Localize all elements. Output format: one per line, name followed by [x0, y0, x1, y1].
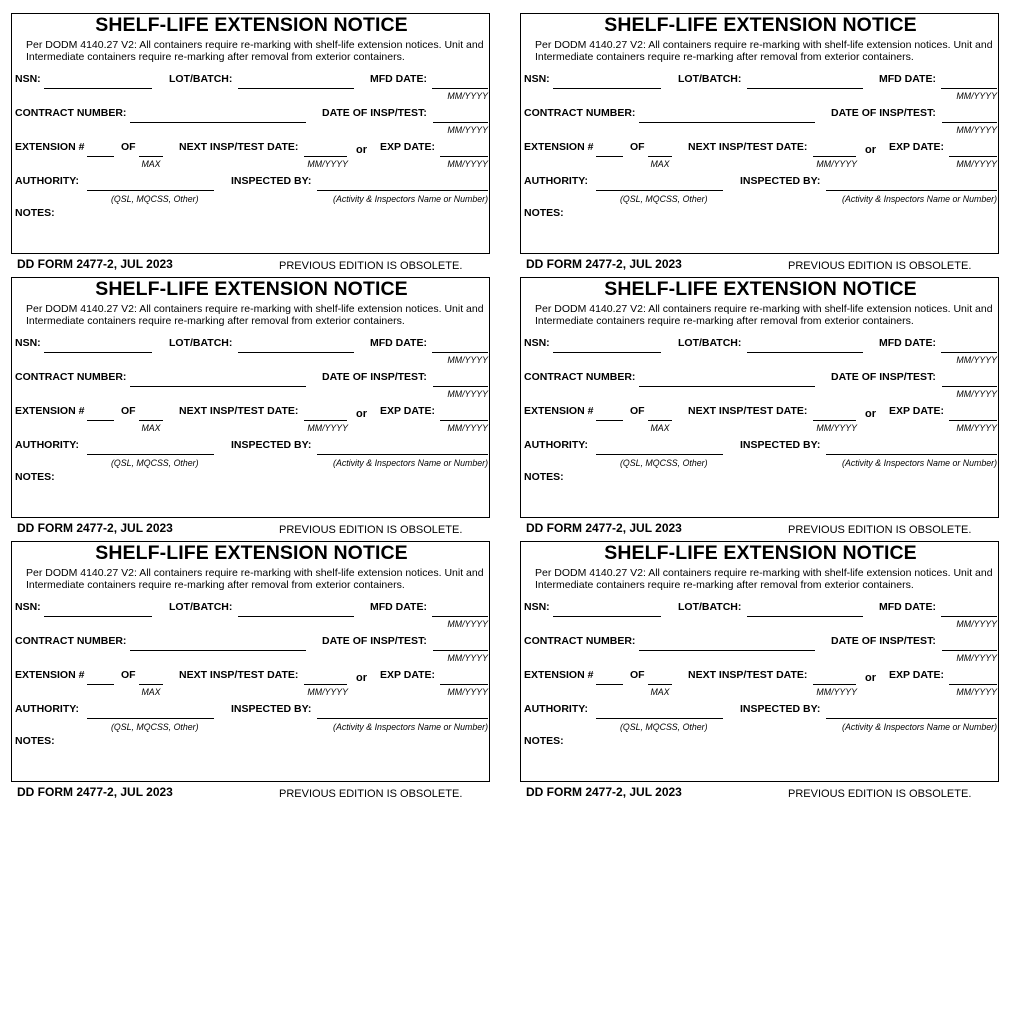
of-label: OF: [121, 405, 136, 417]
inspected-by-hint: (Activity & Inspectors Name or Number): [842, 458, 997, 468]
insp-date-label: DATE OF INSP/TEST:: [322, 635, 427, 647]
form-number: DD FORM 2477-2, JUL 2023: [526, 521, 682, 535]
mfd-date-format-hint: MM/YYYY: [956, 619, 997, 629]
form-number: DD FORM 2477-2, JUL 2023: [526, 257, 682, 271]
mfd-date-format-hint: MM/YYYY: [956, 91, 997, 101]
nsn-field[interactable]: [44, 88, 152, 89]
extension-max-field[interactable]: [648, 156, 672, 157]
inspected-by-field[interactable]: [317, 454, 488, 455]
mfd-date-field[interactable]: [432, 352, 488, 353]
authority-label: AUTHORITY:: [524, 439, 588, 451]
authority-field[interactable]: [596, 454, 723, 455]
insp-date-format-hint: MM/YYYY: [447, 653, 488, 663]
extension-max-field[interactable]: [139, 684, 163, 685]
exp-date-field[interactable]: [440, 420, 488, 421]
authority-label: AUTHORITY:: [15, 175, 79, 187]
exp-date-field[interactable]: [949, 684, 997, 685]
form-number: DD FORM 2477-2, JUL 2023: [17, 521, 173, 535]
mfd-date-field[interactable]: [941, 616, 997, 617]
contract-number-field[interactable]: [639, 122, 815, 123]
exp-date-format-hint: MM/YYYY: [447, 159, 488, 169]
notice-border: [11, 277, 490, 518]
extension-number-label: EXTENSION #: [524, 141, 594, 153]
extension-number-label: EXTENSION #: [15, 669, 85, 681]
exp-date-field[interactable]: [440, 684, 488, 685]
edition-notice: PREVIOUS EDITION IS OBSOLETE.: [279, 524, 463, 536]
nsn-label: NSN:: [15, 73, 41, 85]
lot-batch-label: LOT/BATCH:: [169, 337, 233, 349]
contract-number-field[interactable]: [130, 122, 306, 123]
notice-title: SHELF-LIFE EXTENSION NOTICE: [604, 14, 917, 36]
notes-label: NOTES:: [15, 471, 55, 483]
extension-number-field[interactable]: [87, 156, 114, 157]
max-hint: MAX: [650, 423, 670, 433]
insp-date-label: DATE OF INSP/TEST:: [831, 371, 936, 383]
notice-instructions: Per DODM 4140.27 V2: All containers require re-marking with shelf-life extension notices. Unit and Intermediate containers require re-marking after removal from exterior containers.: [535, 303, 993, 327]
next-insp-date-field[interactable]: [304, 420, 347, 421]
next-insp-date-label: NEXT INSP/TEST DATE:: [179, 669, 299, 681]
next-insp-date-label: NEXT INSP/TEST DATE:: [179, 141, 299, 153]
lot-batch-field[interactable]: [238, 352, 354, 353]
form-number: DD FORM 2477-2, JUL 2023: [526, 785, 682, 799]
next-insp-date-format-hint: MM/YYYY: [816, 159, 857, 169]
max-hint: MAX: [650, 687, 670, 697]
notice-border: [520, 13, 999, 254]
of-label: OF: [630, 669, 645, 681]
insp-date-label: DATE OF INSP/TEST:: [831, 635, 936, 647]
of-label: OF: [121, 669, 136, 681]
authority-hint: (QSL, MQCSS, Other): [620, 458, 708, 468]
extension-number-label: EXTENSION #: [15, 141, 85, 153]
next-insp-date-label: NEXT INSP/TEST DATE:: [179, 405, 299, 417]
contract-number-field[interactable]: [639, 386, 815, 387]
nsn-field[interactable]: [44, 616, 152, 617]
lot-batch-label: LOT/BATCH:: [678, 73, 742, 85]
authority-field[interactable]: [87, 718, 214, 719]
inspected-by-label: INSPECTED BY:: [231, 703, 312, 715]
of-label: OF: [630, 405, 645, 417]
nsn-field[interactable]: [553, 616, 661, 617]
nsn-label: NSN:: [524, 73, 550, 85]
authority-field[interactable]: [87, 454, 214, 455]
inspected-by-label: INSPECTED BY:: [231, 439, 312, 451]
authority-field[interactable]: [596, 190, 723, 191]
mfd-date-label: MFD DATE:: [879, 337, 936, 349]
nsn-label: NSN:: [15, 337, 41, 349]
contract-number-field[interactable]: [130, 386, 306, 387]
exp-date-field[interactable]: [440, 156, 488, 157]
max-hint: MAX: [141, 687, 161, 697]
notes-label: NOTES:: [15, 735, 55, 747]
mfd-date-label: MFD DATE:: [370, 337, 427, 349]
authority-hint: (QSL, MQCSS, Other): [620, 722, 708, 732]
exp-date-format-hint: MM/YYYY: [447, 423, 488, 433]
nsn-field[interactable]: [553, 88, 661, 89]
next-insp-date-format-hint: MM/YYYY: [816, 423, 857, 433]
notes-area[interactable]: [62, 204, 486, 250]
insp-date-format-hint: MM/YYYY: [447, 389, 488, 399]
max-hint: MAX: [650, 159, 670, 169]
insp-date-label: DATE OF INSP/TEST:: [831, 107, 936, 119]
edition-notice: PREVIOUS EDITION IS OBSOLETE.: [279, 260, 463, 272]
authority-hint: (QSL, MQCSS, Other): [620, 194, 708, 204]
shelf-life-notice: [520, 277, 1002, 541]
or-separator: or: [356, 672, 367, 684]
or-separator: or: [356, 144, 367, 156]
mfd-date-format-hint: MM/YYYY: [447, 91, 488, 101]
extension-number-label: EXTENSION #: [524, 669, 594, 681]
inspected-by-label: INSPECTED BY:: [740, 703, 821, 715]
exp-date-label: EXP DATE:: [380, 141, 436, 153]
contract-number-label: CONTRACT NUMBER:: [15, 635, 127, 647]
lot-batch-field[interactable]: [747, 88, 863, 89]
extension-number-field[interactable]: [596, 420, 623, 421]
notice-instructions: Per DODM 4140.27 V2: All containers require re-marking with shelf-life extension notices. Unit and Intermediate containers require re-marking after removal from exterior containers.: [26, 39, 484, 63]
insp-date-format-hint: MM/YYYY: [447, 125, 488, 135]
inspected-by-label: INSPECTED BY:: [740, 175, 821, 187]
edition-notice: PREVIOUS EDITION IS OBSOLETE.: [788, 524, 972, 536]
mfd-date-field[interactable]: [941, 352, 997, 353]
notes-label: NOTES:: [15, 207, 55, 219]
inspected-by-hint: (Activity & Inspectors Name or Number): [333, 722, 488, 732]
notice-title: SHELF-LIFE EXTENSION NOTICE: [95, 542, 408, 564]
extension-number-label: EXTENSION #: [524, 405, 594, 417]
contract-number-label: CONTRACT NUMBER:: [524, 635, 636, 647]
nsn-label: NSN:: [524, 337, 550, 349]
notice-border: [11, 541, 490, 782]
insp-date-field[interactable]: [433, 650, 488, 651]
mfd-date-label: MFD DATE:: [879, 601, 936, 613]
mfd-date-format-hint: MM/YYYY: [956, 355, 997, 365]
authority-label: AUTHORITY:: [524, 175, 588, 187]
extension-max-field[interactable]: [139, 420, 163, 421]
inspected-by-hint: (Activity & Inspectors Name or Number): [842, 194, 997, 204]
inspected-by-field[interactable]: [826, 190, 997, 191]
extension-number-field[interactable]: [596, 156, 623, 157]
exp-date-label: EXP DATE:: [380, 405, 436, 417]
notes-area[interactable]: [571, 732, 995, 778]
insp-date-format-hint: MM/YYYY: [956, 125, 997, 135]
exp-date-format-hint: MM/YYYY: [447, 687, 488, 697]
next-insp-date-field[interactable]: [813, 420, 856, 421]
insp-date-format-hint: MM/YYYY: [956, 653, 997, 663]
notice-title: SHELF-LIFE EXTENSION NOTICE: [95, 14, 408, 36]
notes-label: NOTES:: [524, 735, 564, 747]
notice-instructions: Per DODM 4140.27 V2: All containers require re-marking with shelf-life extension notices. Unit and Intermediate containers require re-marking after removal from exterior containers.: [535, 567, 993, 591]
of-label: OF: [630, 141, 645, 153]
mfd-date-format-hint: MM/YYYY: [447, 619, 488, 629]
contract-number-field[interactable]: [130, 650, 306, 651]
inspected-by-hint: (Activity & Inspectors Name or Number): [333, 458, 488, 468]
authority-label: AUTHORITY:: [15, 439, 79, 451]
notes-area[interactable]: [571, 468, 995, 514]
lot-batch-label: LOT/BATCH:: [678, 601, 742, 613]
or-separator: or: [865, 408, 876, 420]
form-number: DD FORM 2477-2, JUL 2023: [17, 785, 173, 799]
authority-field[interactable]: [87, 190, 214, 191]
notice-instructions: Per DODM 4140.27 V2: All containers require re-marking with shelf-life extension notices. Unit and Intermediate containers require re-marking after removal from exterior containers.: [26, 567, 484, 591]
insp-date-label: DATE OF INSP/TEST:: [322, 107, 427, 119]
next-insp-date-format-hint: MM/YYYY: [307, 687, 348, 697]
insp-date-format-hint: MM/YYYY: [956, 389, 997, 399]
notice-title: SHELF-LIFE EXTENSION NOTICE: [604, 542, 917, 564]
contract-number-label: CONTRACT NUMBER:: [524, 107, 636, 119]
contract-number-label: CONTRACT NUMBER:: [524, 371, 636, 383]
max-hint: MAX: [141, 423, 161, 433]
insp-date-field[interactable]: [942, 122, 997, 123]
extension-max-field[interactable]: [648, 420, 672, 421]
or-separator: or: [865, 144, 876, 156]
authority-hint: (QSL, MQCSS, Other): [111, 722, 199, 732]
authority-label: AUTHORITY:: [15, 703, 79, 715]
extension-max-field[interactable]: [648, 684, 672, 685]
inspected-by-label: INSPECTED BY:: [740, 439, 821, 451]
lot-batch-field[interactable]: [238, 88, 354, 89]
insp-date-field[interactable]: [942, 386, 997, 387]
notice-border: [520, 541, 999, 782]
notes-area[interactable]: [62, 732, 486, 778]
shelf-life-notice: [520, 13, 1002, 277]
edition-notice: PREVIOUS EDITION IS OBSOLETE.: [279, 788, 463, 800]
mfd-date-label: MFD DATE:: [370, 73, 427, 85]
extension-number-label: EXTENSION #: [15, 405, 85, 417]
notes-area[interactable]: [571, 204, 995, 250]
lot-batch-label: LOT/BATCH:: [169, 601, 233, 613]
exp-date-label: EXP DATE:: [889, 669, 945, 681]
extension-max-field[interactable]: [139, 156, 163, 157]
exp-date-label: EXP DATE:: [380, 669, 436, 681]
contract-number-field[interactable]: [639, 650, 815, 651]
shelf-life-notice: [11, 13, 493, 277]
nsn-field[interactable]: [553, 352, 661, 353]
extension-number-field[interactable]: [87, 684, 114, 685]
next-insp-date-label: NEXT INSP/TEST DATE:: [688, 669, 808, 681]
inspected-by-label: INSPECTED BY:: [231, 175, 312, 187]
next-insp-date-label: NEXT INSP/TEST DATE:: [688, 141, 808, 153]
notice-instructions: Per DODM 4140.27 V2: All containers require re-marking with shelf-life extension notices. Unit and Intermediate containers require re-marking after removal from exterior containers.: [535, 39, 993, 63]
mfd-date-label: MFD DATE:: [879, 73, 936, 85]
insp-date-field[interactable]: [942, 650, 997, 651]
mfd-date-label: MFD DATE:: [370, 601, 427, 613]
shelf-life-notice: [11, 541, 493, 805]
edition-notice: PREVIOUS EDITION IS OBSOLETE.: [788, 788, 972, 800]
inspected-by-field[interactable]: [317, 718, 488, 719]
inspected-by-field[interactable]: [826, 718, 997, 719]
inspected-by-hint: (Activity & Inspectors Name or Number): [333, 194, 488, 204]
mfd-date-format-hint: MM/YYYY: [447, 355, 488, 365]
extension-number-field[interactable]: [596, 684, 623, 685]
next-insp-date-field[interactable]: [813, 156, 856, 157]
next-insp-date-field[interactable]: [813, 684, 856, 685]
notice-title: SHELF-LIFE EXTENSION NOTICE: [604, 278, 917, 300]
edition-notice: PREVIOUS EDITION IS OBSOLETE.: [788, 260, 972, 272]
notice-border: [520, 277, 999, 518]
lot-batch-field[interactable]: [238, 616, 354, 617]
lot-batch-label: LOT/BATCH:: [169, 73, 233, 85]
or-separator: or: [865, 672, 876, 684]
exp-date-label: EXP DATE:: [889, 141, 945, 153]
notes-area[interactable]: [62, 468, 486, 514]
lot-batch-field[interactable]: [747, 616, 863, 617]
shelf-life-notice: [11, 277, 493, 541]
exp-date-field[interactable]: [949, 156, 997, 157]
inspected-by-field[interactable]: [317, 190, 488, 191]
authority-hint: (QSL, MQCSS, Other): [111, 194, 199, 204]
next-insp-date-label: NEXT INSP/TEST DATE:: [688, 405, 808, 417]
exp-date-format-hint: MM/YYYY: [956, 159, 997, 169]
next-insp-date-format-hint: MM/YYYY: [307, 159, 348, 169]
mfd-date-field[interactable]: [432, 616, 488, 617]
exp-date-format-hint: MM/YYYY: [956, 423, 997, 433]
or-separator: or: [356, 408, 367, 420]
extension-number-field[interactable]: [87, 420, 114, 421]
next-insp-date-field[interactable]: [304, 156, 347, 157]
contract-number-label: CONTRACT NUMBER:: [15, 371, 127, 383]
exp-date-label: EXP DATE:: [889, 405, 945, 417]
lot-batch-field[interactable]: [747, 352, 863, 353]
insp-date-label: DATE OF INSP/TEST:: [322, 371, 427, 383]
authority-field[interactable]: [596, 718, 723, 719]
form-number: DD FORM 2477-2, JUL 2023: [17, 257, 173, 271]
notes-label: NOTES:: [524, 207, 564, 219]
notice-title: SHELF-LIFE EXTENSION NOTICE: [95, 278, 408, 300]
nsn-label: NSN:: [524, 601, 550, 613]
shelf-life-notice: [520, 541, 1002, 805]
insp-date-field[interactable]: [433, 386, 488, 387]
exp-date-format-hint: MM/YYYY: [956, 687, 997, 697]
notes-label: NOTES:: [524, 471, 564, 483]
next-insp-date-format-hint: MM/YYYY: [816, 687, 857, 697]
nsn-field[interactable]: [44, 352, 152, 353]
exp-date-field[interactable]: [949, 420, 997, 421]
next-insp-date-format-hint: MM/YYYY: [307, 423, 348, 433]
authority-label: AUTHORITY:: [524, 703, 588, 715]
inspected-by-field[interactable]: [826, 454, 997, 455]
mfd-date-field[interactable]: [432, 88, 488, 89]
max-hint: MAX: [141, 159, 161, 169]
inspected-by-hint: (Activity & Inspectors Name or Number): [842, 722, 997, 732]
contract-number-label: CONTRACT NUMBER:: [15, 107, 127, 119]
insp-date-field[interactable]: [433, 122, 488, 123]
lot-batch-label: LOT/BATCH:: [678, 337, 742, 349]
of-label: OF: [121, 141, 136, 153]
next-insp-date-field[interactable]: [304, 684, 347, 685]
mfd-date-field[interactable]: [941, 88, 997, 89]
notice-instructions: Per DODM 4140.27 V2: All containers require re-marking with shelf-life extension notices. Unit and Intermediate containers require re-marking after removal from exterior containers.: [26, 303, 484, 327]
nsn-label: NSN:: [15, 601, 41, 613]
notice-border: [11, 13, 490, 254]
authority-hint: (QSL, MQCSS, Other): [111, 458, 199, 468]
